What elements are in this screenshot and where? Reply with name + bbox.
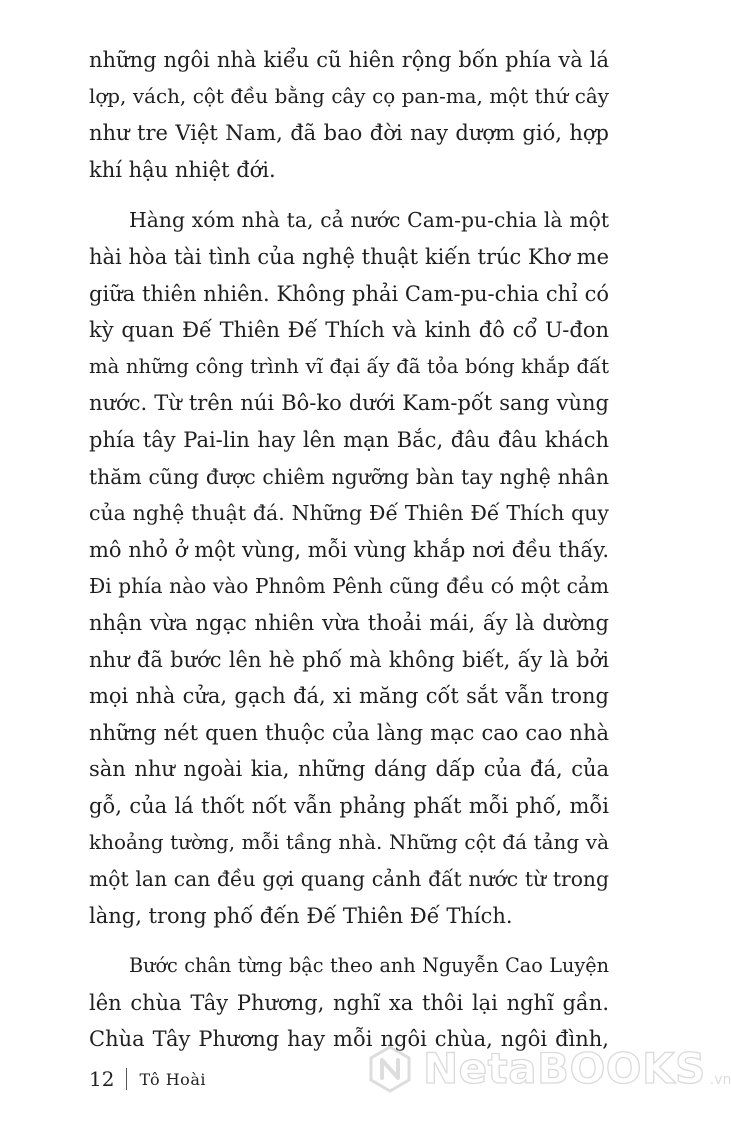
text-line: Hàng xóm nhà ta, cả nước Cam-pu-chia là một [129, 208, 609, 233]
text-line: giữa thiên nhiên. Không phải Cam-pu-chia chỉ có [89, 281, 609, 306]
paragraph-1 [89, 42, 609, 188]
watermark [365, 1044, 731, 1094]
text-line: mọi nhà cửa, gạch đá, xi măng cốt sắt vẫn trong [89, 684, 609, 709]
page-footer [89, 1067, 206, 1091]
text-line: mô nhỏ ở một vùng, mỗi vùng khắp nơi đều thấy. [89, 537, 609, 562]
paragraph-3 [89, 948, 609, 1058]
text-line: phía tây Pai-lin hay lên mạn Bắc, đâu đâu khách [89, 427, 609, 452]
text-line: gỗ, của lá thốt nốt vẫn phảng phất mỗi phố, mỗi [89, 793, 609, 818]
page-number: 12 [89, 1067, 115, 1091]
text-line: Chùa Tây Phương hay mỗi ngôi chùa, ngôi đình, [89, 1027, 609, 1052]
text-line: làng, trong phố đến Đế Thiên Đế Thích. [89, 903, 513, 928]
text-line: khí hậu nhiệt đới. [89, 157, 276, 182]
text-line: sàn như ngoài kia, những dáng dấp của đá, của [89, 757, 609, 782]
text-line: hài hòa tài tình của nghệ thuật kiến trúc Khơ me [89, 244, 609, 269]
author-name: Tô Hoài [139, 1069, 206, 1089]
text-line: những ngôi nhà kiểu cũ hiên rộng bốn phía và lá [89, 48, 609, 72]
text-line: khoảng tường, mỗi tầng nhà. Những cột đá tảng và [89, 830, 609, 855]
text-line: thăm cũng được chiêm ngưỡng bàn tay nghệ nhân [89, 464, 609, 489]
footer-divider [126, 1068, 127, 1090]
watermark-text: NetaBOOKS [423, 1044, 706, 1093]
text-line: lợp, vách, cột đều bằng cây cọ pan-ma, một thứ cây [89, 84, 609, 108]
text-line: nước. Từ trên núi Bô-ko dưới Kam-pốt sang vùng [89, 391, 609, 416]
text-line: của nghệ thuật đá. Những Đế Thiên Đế Thích quy [89, 501, 609, 526]
text-line: lên chùa Tây Phương, nghĩ xa thôi lại nghĩ gần. [89, 990, 609, 1015]
text-line: nhận vừa ngạc nhiên vừa thoải mái, ấy là dường [89, 610, 609, 635]
text-line: những nét quen thuộc của làng mạc cao cao nhà [89, 720, 609, 745]
text-line: mà những công trình vĩ đại ấy đã tỏa bóng khắp đất [89, 354, 609, 378]
text-line: như tre Việt Nam, đã bao đời nay dượm gió, hợp [89, 121, 609, 146]
body-text [89, 42, 609, 1058]
netabooks-logo-icon [365, 1044, 415, 1094]
text-line: Đi phía nào vào Phnôm Pênh cũng đều có một cảm [89, 574, 609, 599]
text-line: kỳ quan Đế Thiên Đế Thích và kinh đô cổ U-đon [89, 318, 609, 343]
text-line: một lan can đều gợi quang cảnh đất nước từ trong [89, 867, 609, 892]
paragraph-2 [89, 202, 609, 934]
watermark-suffix: .vn [709, 1072, 731, 1088]
text-line: như đã bước lên hè phố mà không biết, ấy là bởi [89, 647, 609, 672]
text-line: Bước chân từng bậc theo anh Nguyễn Cao Luyện [129, 954, 609, 978]
